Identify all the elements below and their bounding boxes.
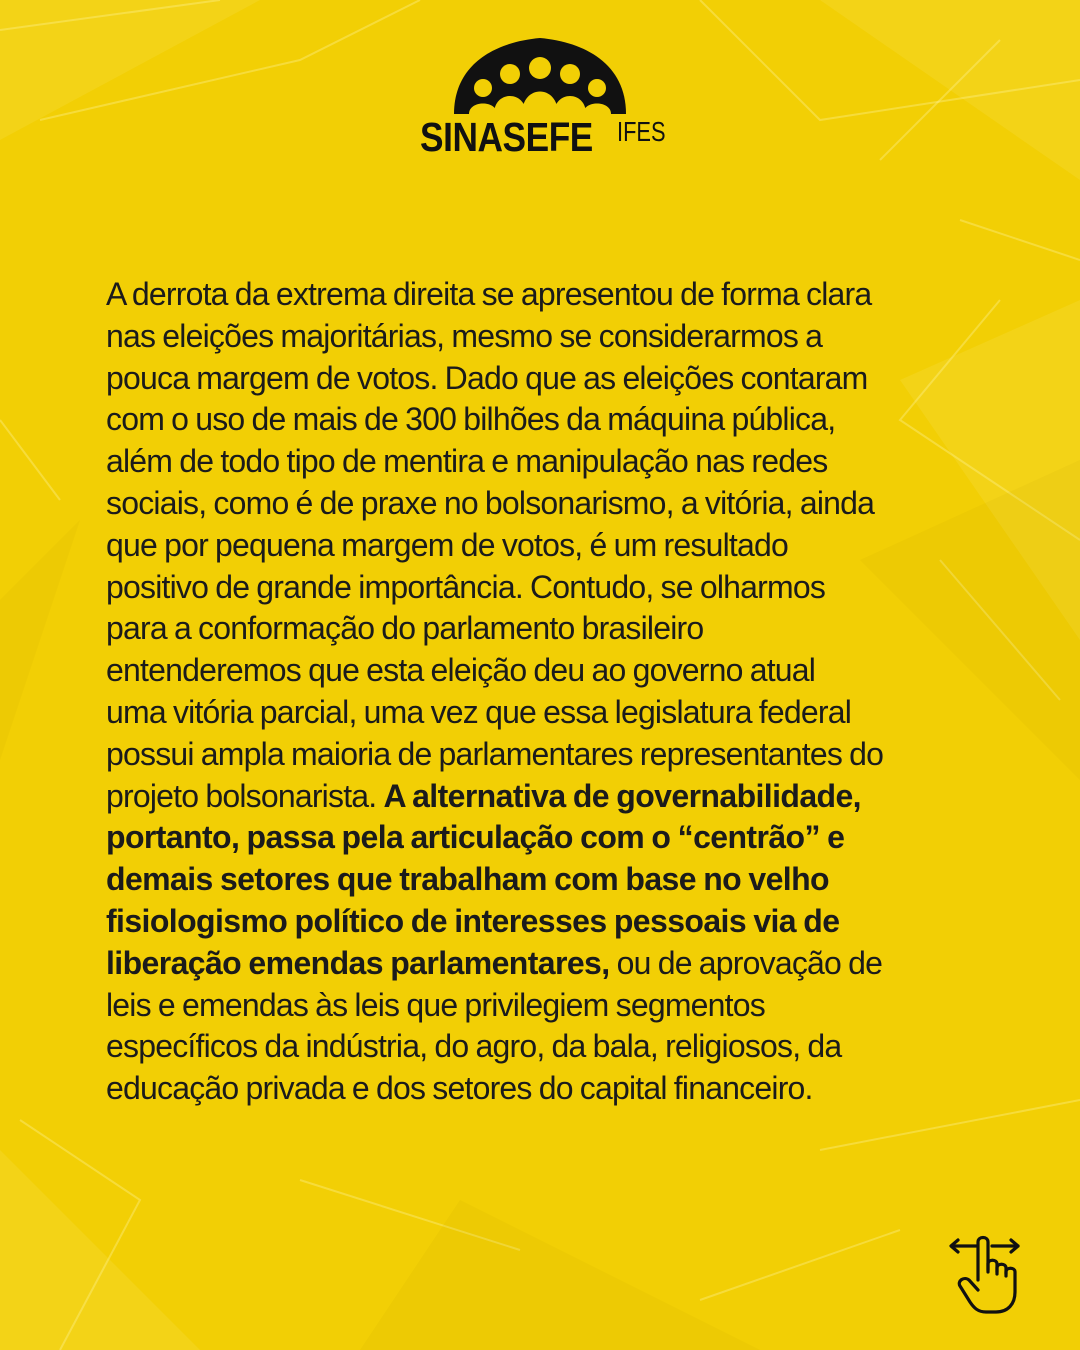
paragraph-line	[106, 734, 1006, 776]
logo-suffix: IFES	[617, 116, 666, 147]
paragraph-line	[106, 483, 1006, 525]
bold-text-segment: demais setores que trabalham com base no velho	[106, 861, 829, 898]
paragraph-line	[106, 358, 1006, 400]
paragraph-line	[106, 943, 1006, 985]
paragraph-line	[106, 1026, 1006, 1068]
text-segment: ou de aprovação de	[609, 944, 883, 981]
text-segment: específicos da indústria, do agro, da bala, religiosos, da	[106, 1028, 842, 1065]
text-segment: para a conformação do parlamento brasileiro	[106, 610, 704, 647]
text-segment: pouca margem de votos. Dado que as eleições contaram	[106, 359, 868, 396]
paragraph-line	[106, 316, 1006, 358]
text-segment: além de todo tipo de mentira e manipulação nas redes	[106, 443, 828, 480]
bold-text-segment: fisiologismo político de interesses pessoais via de	[106, 902, 840, 939]
text-segment: sociais, como é de praxe no bolsonarismo, a vitória, ainda	[106, 484, 875, 521]
sinasefe-logo	[420, 34, 666, 164]
swipe-hand-icon[interactable]	[946, 1232, 1026, 1316]
paragraph-line	[106, 817, 1006, 859]
paragraph-line	[106, 901, 1006, 943]
text-segment: com o uso de mais de 300 bilhões da máquina pública,	[106, 401, 836, 438]
paragraph-line	[106, 859, 1006, 901]
text-segment: que por pequena margem de votos, é um resultado	[106, 526, 788, 563]
bold-text-segment: portanto, passa pela articulação com o “centrão” e	[106, 819, 845, 856]
text-segment: projeto bolsonarista.	[106, 777, 384, 814]
text-segment: entenderemos que esta eleição deu ao governo atual	[106, 652, 816, 689]
paragraph-line	[106, 692, 1006, 734]
text-segment: nas eleições majoritárias, mesmo se considerarmos a	[106, 317, 823, 354]
paragraph-line	[106, 985, 1006, 1027]
bold-text-segment: A alternativa de governabilidade,	[383, 777, 861, 814]
paragraph-line	[106, 525, 1006, 567]
body-paragraph	[106, 274, 1006, 1110]
logo-wordmark: SINASEFE	[420, 114, 593, 160]
paragraph-line	[106, 274, 1006, 316]
paragraph-line	[106, 441, 1006, 483]
bold-text-segment: liberação emendas parlamentares,	[106, 944, 610, 981]
paragraph-line	[106, 650, 1006, 692]
text-segment: positivo de grande importância. Contudo, se olharmos	[106, 568, 826, 605]
text-segment: leis e emendas às leis que privilegiem segmentos	[106, 986, 765, 1023]
text-segment: uma vitória parcial, uma vez que essa legislatura federal	[106, 693, 852, 730]
text-segment: educação privada e dos setores do capital financeiro.	[106, 1070, 813, 1107]
logo-people-icon	[450, 34, 630, 116]
paragraph-line	[106, 1068, 1006, 1110]
paragraph-line	[106, 776, 1006, 818]
paragraph-line	[106, 567, 1006, 609]
paragraph-line	[106, 399, 1006, 441]
paragraph-line	[106, 608, 1006, 650]
text-segment: possui ampla maioria de parlamentares representantes do	[106, 735, 884, 772]
text-segment: A derrota da extrema direita se apresentou de forma clara	[106, 276, 872, 312]
